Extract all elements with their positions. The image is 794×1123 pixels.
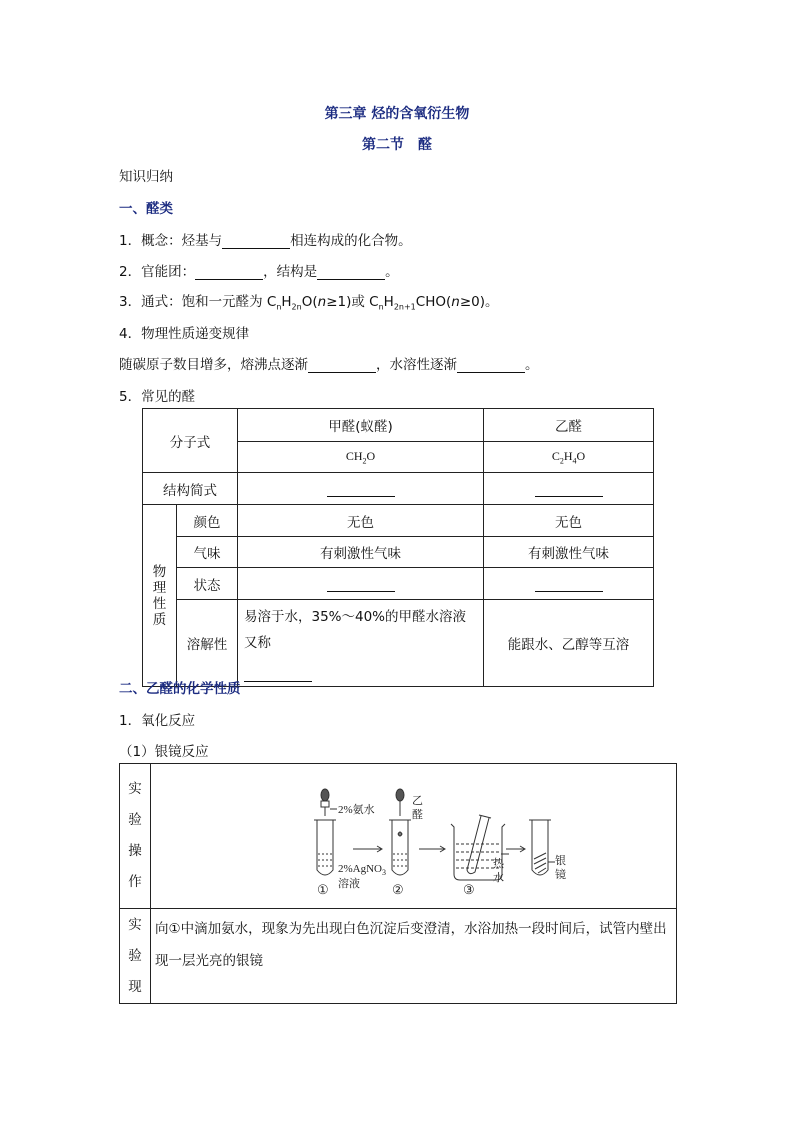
cell-color-label: 颜色 — [177, 505, 238, 537]
trend-blank-2 — [457, 358, 525, 373]
label-mirror-2: 镜 — [555, 869, 566, 881]
gf-sub4: 2n+1 — [393, 302, 416, 312]
test-tube-1-icon — [314, 789, 337, 875]
cell-smell-2: 有刺激性气味 — [484, 537, 654, 568]
silver-mirror-tube-icon — [529, 820, 555, 875]
label-mirror-1: 银 — [555, 855, 566, 867]
gf-d: ≥1)或 C — [326, 294, 379, 310]
cell-smell-1: 有刺激性气味 — [238, 537, 484, 568]
cell-acetaldehyde-formula — [484, 442, 654, 473]
concept-text-a: 1．概念：烃基与 — [119, 233, 223, 249]
cell-struct-2 — [484, 473, 654, 505]
gf-a: 3．通式：饱和一元醛为 C — [119, 294, 277, 310]
gf-c: O( — [301, 294, 318, 310]
arrow-3-icon — [506, 846, 525, 852]
common-aldehydes-heading: 5．常见的醛 — [119, 389, 196, 405]
struct-blank-1 — [327, 482, 395, 497]
op-char-2: 验 — [128, 812, 142, 828]
cell-state-1 — [238, 568, 484, 600]
res-char-1: 实 — [128, 916, 142, 933]
f2-sub1: 2 — [559, 456, 564, 466]
label-agno3 — [338, 863, 386, 877]
concept-text-b: 相连构成的化合物。 — [290, 233, 412, 249]
cell-formaldehyde-formula — [238, 442, 484, 473]
label-acetaldehyde-1: 乙 — [412, 795, 423, 807]
label-ammonia: 2%氨水 — [338, 804, 375, 816]
cell-result-label — [120, 909, 151, 1004]
cell-struct-1 — [238, 473, 484, 505]
fg-blank-1 — [195, 265, 263, 280]
cell-struct-label: 结构简式 — [143, 473, 238, 505]
label-n2: ② — [392, 882, 404, 897]
gf-n2: n — [451, 294, 460, 310]
gf-sub3: n — [378, 302, 384, 312]
label-n1: ① — [317, 882, 329, 897]
arrow-2-icon — [419, 846, 445, 852]
op-char-1: 实 — [128, 781, 142, 797]
trend-c: 。 — [525, 357, 539, 373]
agno3-a: 2%AgNO — [338, 863, 382, 875]
agno3-sub: 3 — [382, 868, 386, 877]
f2-a: C — [551, 448, 560, 463]
gf-b: H — [281, 294, 292, 310]
cell-operation-label — [120, 764, 151, 909]
general-formula-line — [119, 290, 498, 312]
res-char-3: 现 — [128, 978, 142, 995]
label-hot-water-2: 水 — [493, 872, 504, 884]
label-solution: 溶液 — [338, 878, 360, 890]
functional-group-line — [119, 260, 399, 280]
res-char-2: 验 — [128, 947, 142, 964]
test-tube-2-icon — [389, 789, 411, 875]
cell-solubility-label: 溶解性 — [177, 600, 238, 687]
arrow-1-icon — [353, 846, 382, 852]
struct-blank-2 — [535, 482, 603, 497]
trend-a: 随碳原子数目增多，熔沸点逐渐 — [119, 357, 308, 373]
f2-sub2: 4 — [572, 456, 577, 466]
beaker-icon — [451, 815, 509, 880]
gf-g: ≥0)。 — [459, 294, 499, 310]
fg-text-b: ，结构是 — [263, 264, 318, 280]
cell-phys-label — [143, 505, 177, 687]
aldehyde-table — [142, 408, 654, 687]
cell-col2-header: 乙醛 — [484, 409, 654, 442]
physical-trend-line — [119, 353, 539, 373]
cell-state-label: 状态 — [177, 568, 238, 600]
concept-line — [119, 229, 412, 249]
fg-blank-2 — [317, 265, 385, 280]
cell-result-text: 向①中滴加氨水，现象为先出现白色沉淀后变澄清，水浴加热一段时间后，试管内壁出现一层光亮的银镜 — [151, 909, 677, 1004]
experiment-table — [119, 763, 677, 1004]
phys-char-3: 性 — [152, 595, 167, 612]
cell-color-1: 无色 — [238, 505, 484, 537]
oxidation-heading: 1．氧化反应 — [119, 713, 196, 729]
state-blank-2 — [535, 577, 603, 592]
cell-state-2 — [484, 568, 654, 600]
label-hot-water-1: 热 — [493, 858, 504, 870]
trend-blank-1 — [308, 358, 376, 373]
physical-trend-heading: 4．物理性质递变规律 — [119, 326, 250, 342]
part1-heading: 一、醛类 — [119, 201, 173, 217]
sol1-blank — [244, 667, 312, 682]
phys-char-4: 质 — [152, 611, 167, 628]
f2-b: H — [563, 448, 573, 463]
phys-char-2: 理 — [152, 579, 167, 596]
cell-solubility-1 — [238, 600, 484, 687]
trend-b: ，水溶性逐渐 — [376, 357, 457, 373]
silver-mirror-heading: （1）银镜反应 — [119, 744, 209, 760]
gf-n1: n — [317, 294, 327, 310]
cell-solubility-2: 能跟水、乙醇等互溶 — [484, 600, 654, 687]
cell-col1-header: 甲醛(蚁醛) — [238, 409, 484, 442]
gf-f: CHO( — [415, 294, 452, 310]
label-n3: ③ — [463, 882, 475, 897]
fg-text-a: 2．官能团： — [119, 264, 196, 280]
op-char-4: 作 — [128, 874, 142, 890]
gf-sub1: n — [276, 302, 282, 312]
knowledge-heading: 知识归纳 — [119, 169, 173, 185]
part2-heading: 二、乙醛的化学性质 — [119, 681, 241, 697]
f2-c: O — [576, 448, 586, 463]
f1-sub: 2 — [362, 456, 367, 466]
cell-smell-label: 气味 — [177, 537, 238, 568]
cell-operation-diagram — [151, 764, 677, 909]
f1-b: O — [366, 448, 376, 463]
gf-sub2: 2n — [291, 302, 302, 312]
label-acetaldehyde-2: 醛 — [412, 809, 423, 821]
section-title: 第二节 醛 — [362, 137, 432, 153]
f1-a: CH — [345, 448, 363, 463]
phys-char-1: 物 — [152, 563, 167, 580]
gf-e: H — [383, 294, 394, 310]
op-char-3: 操 — [128, 843, 142, 859]
fg-text-c: 。 — [385, 264, 399, 280]
concept-blank — [222, 234, 290, 249]
silver-mirror-diagram — [151, 764, 676, 908]
sol1-text: 易溶于水，35%～40%的甲醛水溶液又称 — [244, 609, 467, 651]
cell-color-2: 无色 — [484, 505, 654, 537]
chapter-title: 第三章 烃的含氧衍生物 — [324, 106, 470, 122]
cell-formula-label: 分子式 — [143, 409, 238, 473]
state-blank-1 — [327, 577, 395, 592]
